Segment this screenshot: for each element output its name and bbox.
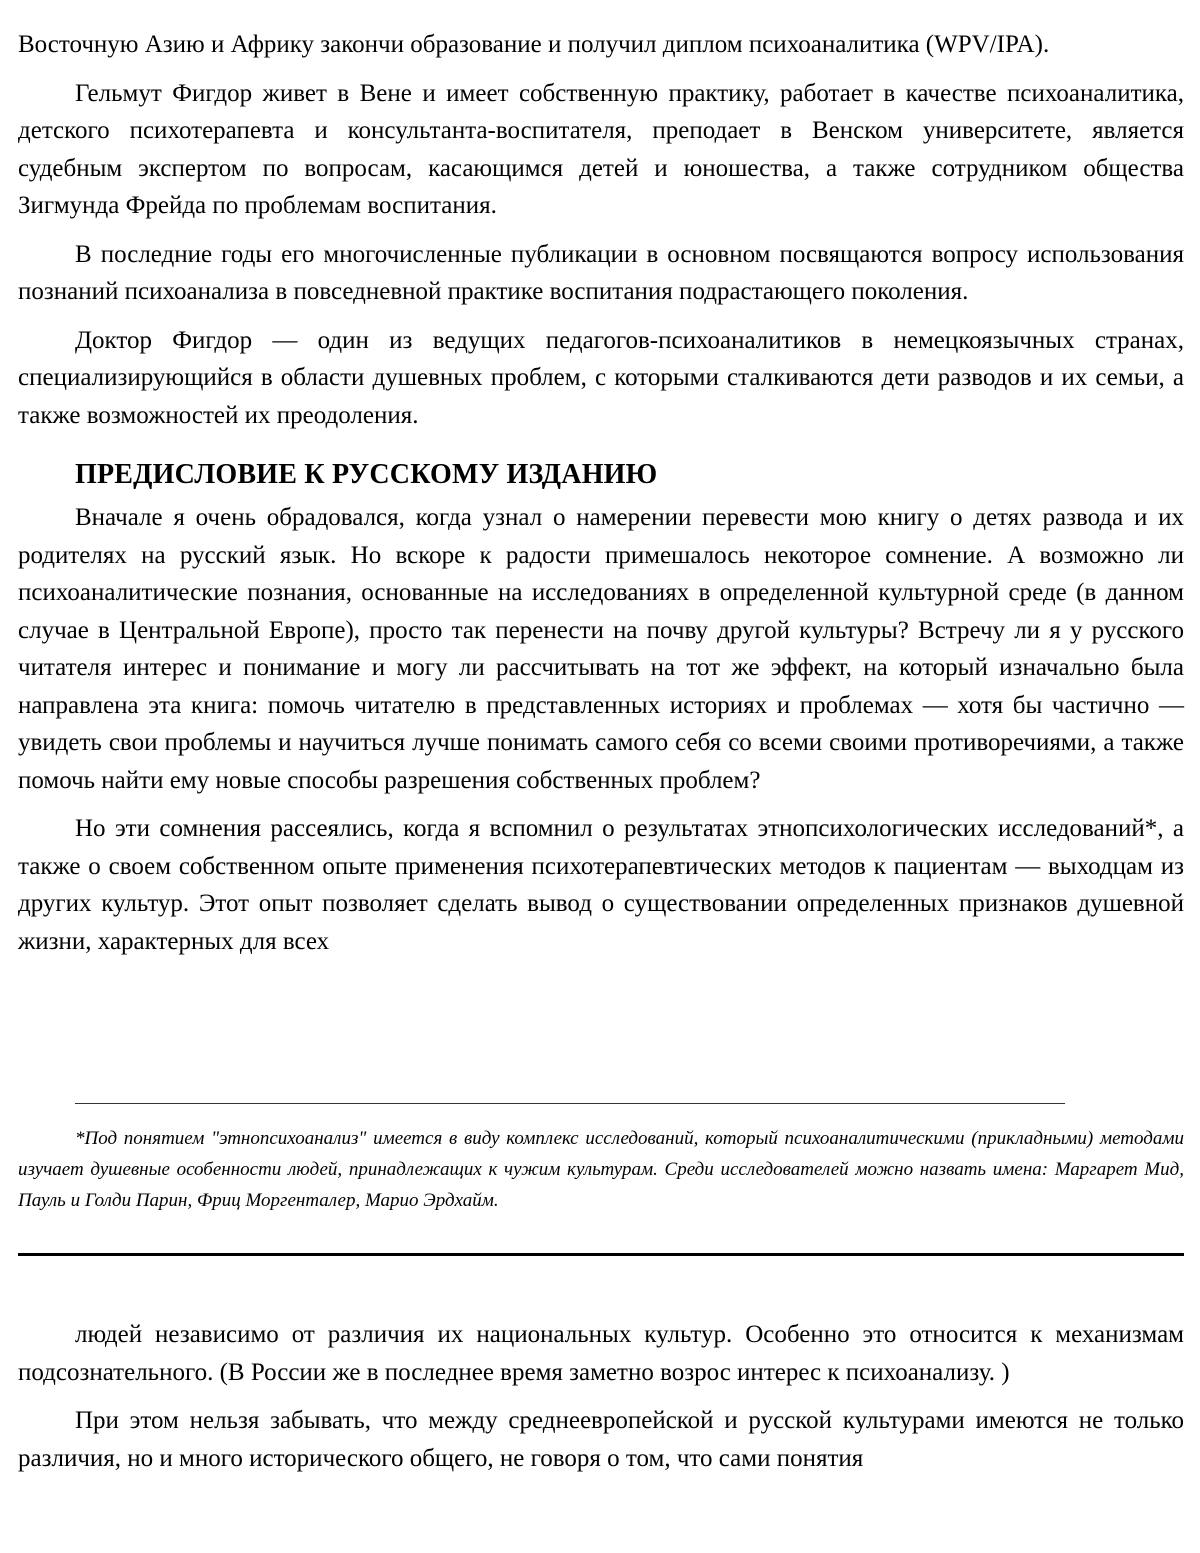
section-heading: ПРЕДИСЛОВИЕ К РУССКОМУ ИЗДАНИЮ [75, 459, 658, 490]
footnote: *Под понятием "этнопсихоанализ" имеется в виду комплекс исследований, который психоаналитическими (прикладными) методами изучает душевные особенности людей, принадлежащих к чужим культурам. Среди исследователей можно назвать имена: Маргарет Мид, Пауль и Голди Парин, Фриц Моргенталер, Марио Эрдхайм. [18, 1128, 1184, 1211]
paragraph-preface-intro: Вначале я очень обрадовался, когда узнал о намерении перевести мою книгу о детях развода и их родителях на русский язык. Но вскоре к радости примешалось некоторое сомнение. А возможно ли психоаналитические познания, основанные на исследованиях в определенной культурной среде (в данном случае в Центральной Европе), просто так перенести на почву другой культуры? Встречу ли я у русского читателя интерес и понимание и могу ли рассчитывать на тот же эффект, на который изначально была направлена эта книга: помочь читателю в представленных историях и проблемах — хотя бы частично — увидеть свои проблемы и научиться лучше понимать самого себя со всеми своими противоречиями, а также помочь найти ему новые способы разрешения собственных проблем? [18, 504, 1184, 794]
page-upper [18, 26, 1184, 960]
page-break-line [18, 1253, 1184, 1256]
paragraph-common-history: При этом нельзя забывать, что между среднеевропейской и русской культурами имеются не только различия, но и много исторического общего, не говоря о том, что сами понятия [18, 1407, 1184, 1472]
paragraph-preface-doubts: Но эти сомнения рассеялись, когда я вспомнил о результатах этнопсихологических исследований*, а также о своем собственном опыте применения психотерапевтических методов к пациентам — выходцам из других культур. Этот опыт позволяет сделать вывод о существовании определенных признаков душевной жизни, характерных для всех [18, 815, 1184, 955]
paragraph-figdor-practice: Гельмут Фигдор живет в Вене и имеет собственную практику, работает в качестве психоаналитика, детского психотерапевта и консультанта-воспитателя, преподает в Венском университете, является судебным экспертом по вопросам, касающимся детей и юношества, а также сотрудником общества Зигмунда Фрейда по проблемам воспитания. [18, 79, 1184, 219]
page-lower [18, 1316, 1184, 1477]
paragraph-doctor-figdor: Доктор Фигдор — один из ведущих педагогов-психоаналитиков в немецкоязычных странах, специализирующийся в области душевных проблем, с которыми сталкиваются дети разводов и их семьи, а также возможностей их преодоления. [18, 326, 1184, 429]
footnote-separator [75, 1103, 1065, 1104]
paragraph-publications: В последние годы его многочисленные публикации в основном посвящаются вопросу использования познаний психоанализа в повседневной практике воспитания подрастающего поколения. [18, 240, 1184, 305]
paragraph-continuation: Восточную Азию и Африку закончи образование и получил диплом психоаналитика (WPV/IPA). [18, 31, 1050, 58]
paragraph-national-cultures: людей независимо от различия их национальных культур. Особенно это относится к механизмам подсознательного. (В России же в последнее время заметно возрос интерес к психоанализу. ) [18, 1321, 1184, 1386]
